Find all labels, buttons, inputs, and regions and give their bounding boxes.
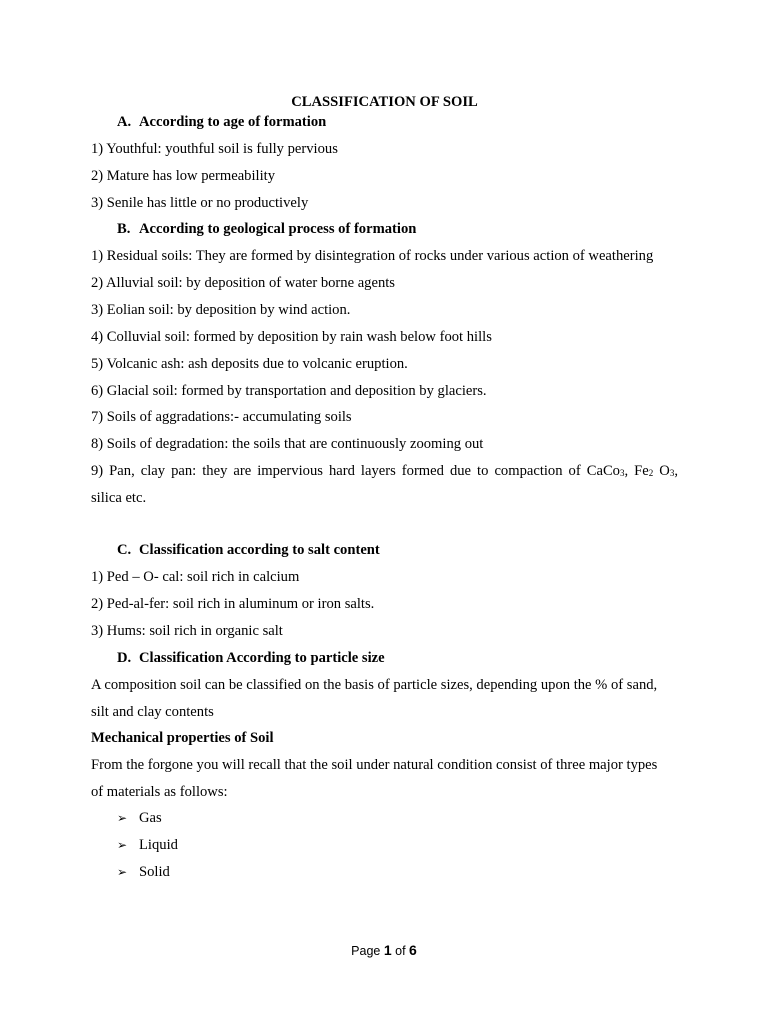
section-d-letter: D. — [117, 650, 132, 666]
section-d-heading — [117, 649, 385, 667]
section-b-title: According to geological process of formation — [139, 221, 417, 237]
section-b-letter: B. — [117, 221, 131, 237]
section-a-letter: A. — [117, 114, 132, 130]
list-item: 1) Youthful: youthful soil is fully pervious — [91, 141, 338, 157]
list-item: 3) Senile has little or no productively — [91, 195, 309, 211]
paragraph-line: From the forgone you will recall that the soil under natural condition consist of three major types — [91, 757, 658, 773]
list-item: 2) Alluvial soil: by deposition of water borne agents — [91, 275, 395, 291]
list-item: 8) Soils of degradation: the soils that are continuously zooming out — [91, 436, 484, 452]
footer-current-page: 1 — [383, 942, 392, 958]
list-item: 3) Eolian soil: by deposition by wind action. — [91, 302, 351, 318]
document-title: CLASSIFICATION OF SOIL — [291, 94, 478, 110]
section-c-letter: C. — [117, 542, 132, 558]
list-item: 2) Mature has low permeability — [91, 168, 275, 184]
list-item: 3) Hums: soil rich in organic salt — [91, 623, 283, 639]
section-c-heading — [117, 541, 380, 559]
list-item: 4) Colluvial soil: formed by deposition by rain wash below foot hills — [91, 329, 492, 345]
list-item: 1) Residual soils: They are formed by disintegration of rocks under various action of weathering — [91, 248, 654, 264]
section-a-heading — [117, 113, 326, 131]
section-d-title: Classification According to particle size — [139, 650, 385, 666]
section-c-title: Classification according to salt content — [139, 542, 380, 558]
list-item: 5) Volcanic ash: ash deposits due to volcanic eruption. — [91, 356, 408, 372]
paragraph-line: of materials as follows: — [91, 784, 228, 800]
page-footer — [0, 941, 768, 960]
list-item: 7) Soils of aggradations:- accumulating soils — [91, 409, 352, 425]
paragraph-line: silt and clay contents — [91, 704, 214, 720]
list-item-continuation: silica etc. — [91, 490, 147, 506]
arrow-bullet-icon: ➢ — [117, 838, 128, 852]
footer-total-pages: 6 — [409, 942, 417, 958]
arrow-bullet-icon: ➢ — [117, 865, 128, 879]
bullet-item: ➢ Solid — [117, 864, 170, 880]
list-item: 2) Ped-al-fer: soil rich in aluminum or iron salts. — [91, 596, 375, 612]
footer-page-word: Page — [351, 944, 381, 958]
bullet-item: ➢ Gas — [117, 810, 162, 826]
paragraph-line: A composition soil can be classified on the basis of particle sizes, depending upon the % of sand, — [91, 677, 658, 693]
section-b-heading — [117, 220, 416, 238]
list-item: 1) Ped – O- cal: soil rich in calcium — [91, 569, 300, 585]
footer-of-word: of — [395, 944, 406, 958]
arrow-bullet-icon: ➢ — [117, 811, 128, 825]
mechanical-heading: Mechanical properties of Soil — [91, 730, 274, 746]
section-a-title: According to age of formation — [139, 114, 327, 130]
bullet-item: ➢ Liquid — [117, 837, 178, 853]
list-item: 6) Glacial soil: formed by transportation and deposition by glaciers. — [91, 383, 487, 399]
list-item-pan: 9) Pan, clay pan: they are impervious hard layers formed due to compaction of CaCo$_3$, $Fe_2$ $O_3$, — [91, 463, 678, 479]
